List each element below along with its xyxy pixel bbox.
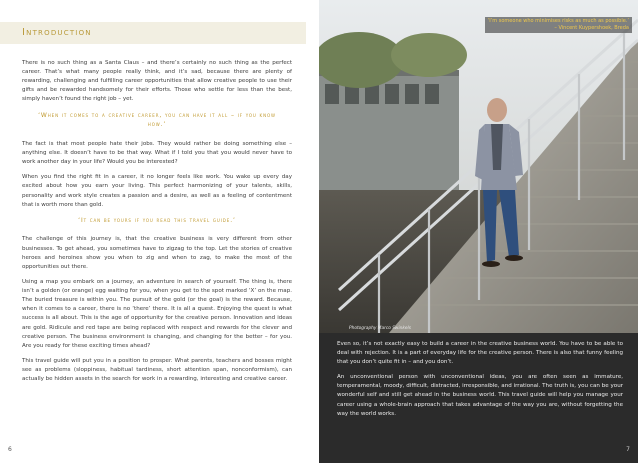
photo-illustration	[319, 0, 638, 333]
pull-quote: ‘It can be yours if you read this travel guide.’	[78, 216, 236, 224]
paragraph: When you find the right fit in a career, it no longer feels like work. You wake up every day excited about how you earn your living. This perfect harmonizing of your talents, skills, personality and work style creates a passion and a desire, as well as a feeling of contentment that is worth more than gold.	[22, 174, 292, 208]
pull-quote: ‘When it comes to a creative career, you can have it all – if you know how.’	[38, 111, 276, 129]
paragraph: Using a map you embark on a journey, an adventure in search of yourself. The thing is, there isn’t a golden (or orange) egg waiting for you, when you get to the spot marked ‘X’ on the map. The buried treasure is within you. The pursuit of the gold (or the goal) is the reward. Because, when it comes to a career, there is no ‘there’ there. It is all a quest. Enjoying the quest is what success is all about. This is the age of opportunity for the creative person. Innovation and ideas are gold. Ridicule and red tape are being replaced with respect and rewards for the clever and creative person. The business environment is changing, and changing for the better – for you. Are you ready for these exciting times ahead?	[22, 279, 292, 349]
paragraph: An unconventional person with unconventional ideas, you are often seen as immature, temperamental, moody, difficult, distracted, irresponsible, and irrational. The truth is, you can be your wonderful self and still get ahead in the business world. This travel guide will help you manage your career using a whole-brain approach that takes advantage of the way you are, without forgetting the way the world works.	[337, 374, 623, 417]
stairway-photo	[319, 0, 638, 333]
left-body-text	[22, 59, 292, 390]
paragraph: The challenge of this journey is, that the creative business is very different from other businesses. To get ahead, you sometimes have to zigzag to the top. Let the stories of creative heroes and heroines show you when to zig and when to zag, to make the most of the opportunities out there.	[22, 236, 292, 270]
quote-author: – Vincent Kuypershoek, Breda	[554, 25, 629, 31]
chapter-header-band	[0, 22, 306, 44]
paragraph: This travel guide will put you in a position to prosper. What parents, teachers and bosses might see as problems (sloppiness, habitual tardiness, short attention span, nonconformism), can actually be hidden assets in the search for work in a rewarding, interesting and creative career.	[22, 357, 292, 383]
quote-text: ‘I’m someone who minimises risks as much as possible.’	[487, 18, 629, 24]
right-page	[319, 0, 638, 463]
right-body-text	[337, 340, 623, 425]
paragraph: Even so, it’s not exactly easy to build a career in the creative business world. You have to be able to deal with rejection. It is a part of everyday life for the creative person. There is also that funny feeling that you don’t quite fit in – and you don’t.	[337, 341, 623, 366]
photo-credit: Photography Marco Swinkels	[349, 326, 411, 331]
paragraph: There is no such thing as a Santa Claus – and there’s certainly no such thing as the perfect career. That’s what many people really think, and it’s sad, because there are plenty of rewarding, challenging and fulfilling career opportunities that allow creative people to use their gifts and be rewarded handsomely for their efforts. Those who settle for less than the best, simply haven’t found the right job – yet.	[22, 60, 292, 103]
chapter-title: Introduction	[22, 27, 92, 38]
page-number-left: 6	[8, 446, 12, 453]
paragraph: The fact is that most people hate their jobs. They would rather be doing something else – anything else. It doesn’t have to be that way. What if I told you that you would never have to work another day in your life? Would you be interested?	[22, 140, 292, 166]
photo-quote	[485, 17, 632, 33]
page-number-right: 7	[626, 446, 630, 453]
